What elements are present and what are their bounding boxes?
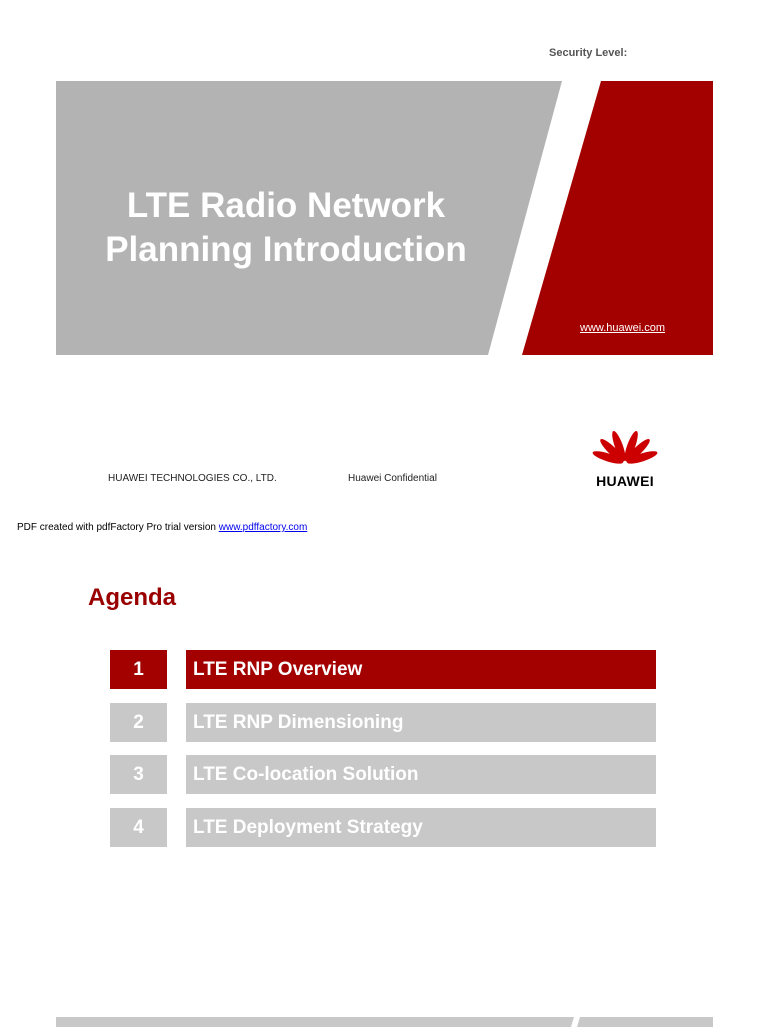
agenda-title: Agenda [88,584,177,611]
agenda-item-number: 2 [110,703,167,742]
pdf-creator-note [17,522,307,533]
huawei-logo-text: HUAWEI [596,473,654,489]
security-level-label: Security Level: [549,47,628,59]
agenda-item-number: 3 [110,755,167,794]
website-link[interactable]: www.huawei.com [580,322,665,334]
agenda-item-2[interactable] [110,703,656,742]
agenda-item-1[interactable] [110,650,656,689]
agenda-item-number: 1 [110,650,167,689]
agenda-item-3[interactable] [110,755,656,794]
agenda-item-label: LTE Co-location Solution [186,755,656,794]
footer-company: HUAWEI TECHNOLOGIES CO., LTD. [108,473,277,484]
title-line-2: Planning Introduction [105,230,467,269]
presentation-title [56,184,516,272]
next-slide-banner-edge [56,1014,713,1024]
pdffactory-link[interactable]: www.pdffactory.com [218,522,308,533]
agenda-item-number: 4 [110,808,167,847]
title-line-1: LTE Radio Network [126,186,446,225]
agenda-item-label: LTE RNP Dimensioning [186,703,656,742]
agenda-item-label: LTE Deployment Strategy [186,808,656,847]
pdf-note-text: PDF created with pdfFactory Pro trial version [17,522,219,533]
footer-confidential: Huawei Confidential [348,473,437,484]
agenda-item-label: LTE RNP Overview [186,650,656,689]
agenda-item-4[interactable] [110,808,656,847]
